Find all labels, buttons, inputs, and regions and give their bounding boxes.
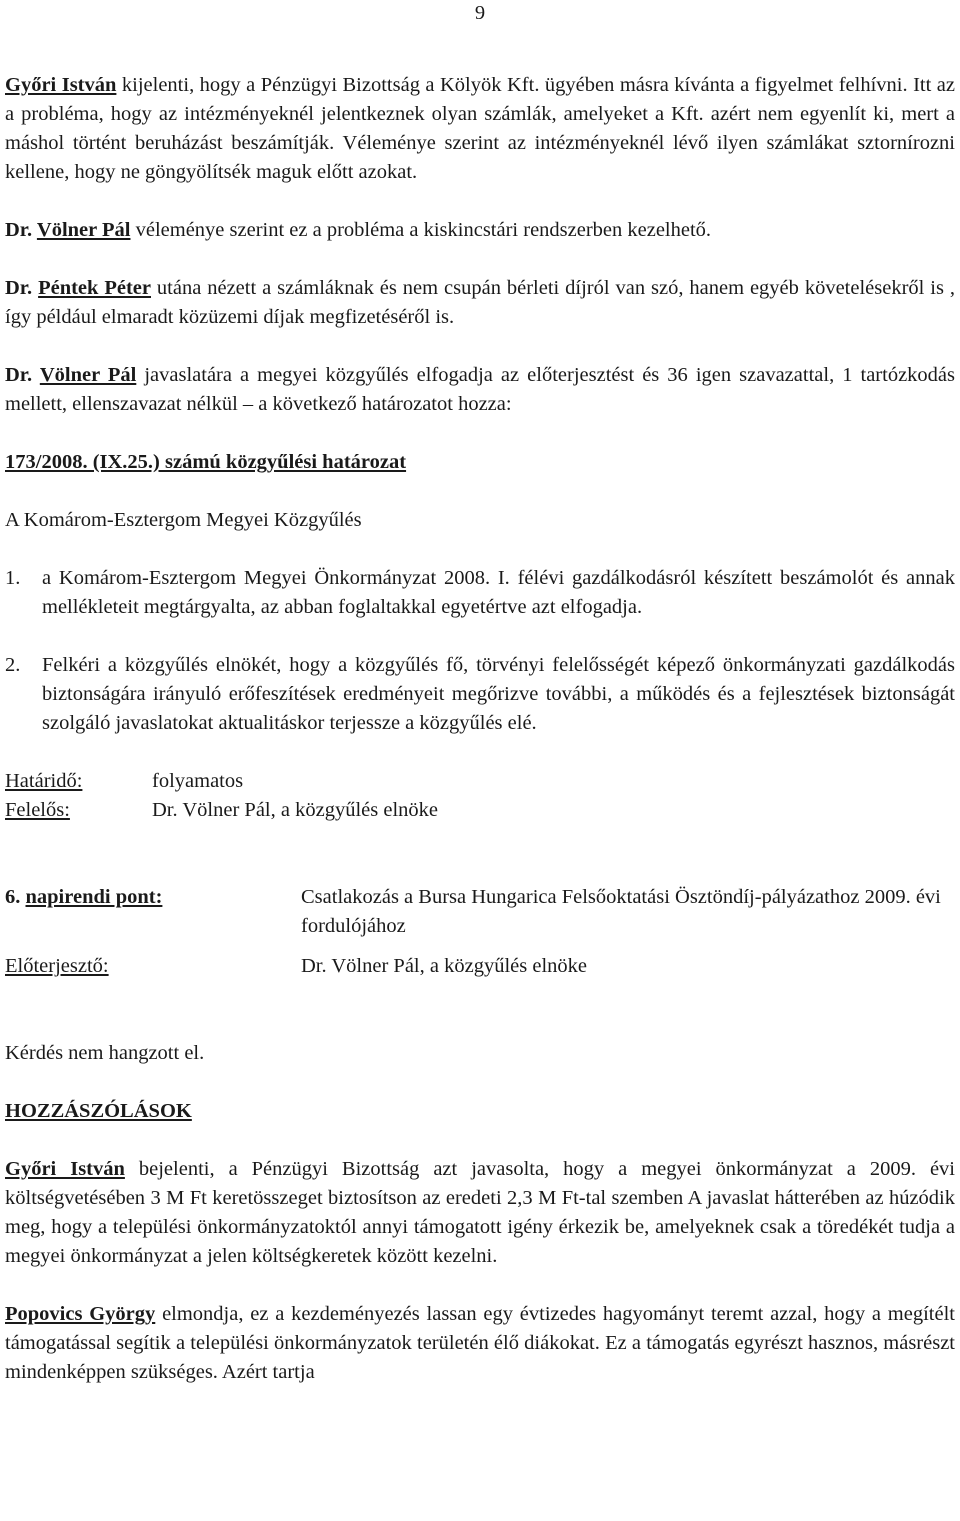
presenter-label: Előterjesztő: <box>5 955 109 977</box>
paragraph-gyori-2 <box>5 1155 955 1271</box>
resolution-item <box>5 651 955 738</box>
paragraph-text: kijelenti, hogy a Pénzügyi Bizottság a Kölyök Kft. ügyében másra kívánta a figyelmet felhívni. Itt az a probléma, hogy az intézményeknél jelentkeznek olyan számlák, amelyeket a Kft. azért nem egyenlít ki, mert a máshol történt beruházást beszámítják. Véleménye szerint az intézményeknél lévő ilyen számlákat sztornírozni kellene, hogy ne göngyölítsék maguk előtt azokat. <box>5 74 955 183</box>
item-text: a Komárom-Esztergom Megyei Önkormányzat 2008. I. félévi gazdálkodásról készített beszámolót és annak mellékleteit megtárgyalta, az abban foglaltakkal egyetértve azt elfogadja. <box>42 567 955 618</box>
agenda-number: 6. <box>5 886 26 908</box>
resolution-title: 173/2008. (IX.25.) számú közgyűlési határozat <box>5 451 407 473</box>
paragraph-pentek <box>5 274 955 332</box>
responsible-value: Dr. Völner Pál, a közgyűlés elnöke <box>152 799 438 821</box>
spacer <box>5 1010 955 1039</box>
speaker-name: Völner Pál <box>36 219 131 241</box>
paragraph-volner-2 <box>5 361 955 419</box>
paragraph-text: véleménye szerint ez a probléma a kiskincstári rendszerben kezelhető. <box>130 219 712 241</box>
paragraph-volner-1 <box>5 216 955 245</box>
speaker-name: Győri István <box>5 1158 125 1180</box>
speaker-name: Győri István <box>5 74 117 96</box>
no-question-text: Kérdés nem hangzott el. <box>5 1042 205 1064</box>
speaker-name: Popovics György <box>5 1303 156 1325</box>
deadline-label: Határidő: <box>5 770 83 792</box>
comments-heading: HOZZÁSZÓLÁSOK <box>5 1100 192 1122</box>
speaker-name: Péntek Péter <box>38 277 151 299</box>
document-body <box>5 71 955 1416</box>
paragraph-text: utána nézett a számláknak és nem csupán bérleti díjról van szó, hanem egyéb követelésekről is , így például elmaradt közüzemi díjak megfizetéséről is. <box>5 277 955 328</box>
spacer <box>5 825 955 854</box>
spacer <box>5 981 955 1010</box>
speaker-title: Dr. <box>5 277 39 299</box>
agenda-label-text: napirendi pont: <box>25 886 163 908</box>
speaker-title: Dr. <box>5 219 37 241</box>
paragraph-text: elmondja, ez a kezdeményezés lassan egy évtizedes hagyományt teremt azzal, hogy a megítélt támogatással segítik a települési önkormányzatok területén élő diákokat. Ez a támogatás egyrészt hasznos, másrészt mindenképpen szükséges. Azért tartja <box>5 1303 955 1383</box>
resolution-body: A Komárom-Esztergom Megyei Közgyűlés <box>5 509 362 531</box>
speaker-title: Dr. <box>5 364 40 386</box>
agenda-item <box>5 883 955 941</box>
responsible-row <box>5 796 955 825</box>
presenter-row <box>5 952 955 981</box>
deadline-value: folyamatos <box>152 770 244 792</box>
item-text: Felkéri a közgyűlés elnökét, hogy a közgyűlés fő, törvényi felelősségét képező önkormányzati gazdálkodás biztonságára irányuló erőfeszítések eredményeit megőrizve további, a működés és a fejlesztések biztonságát szolgáló javaslatokat aktualitáskor terjessze a közgyűlés elé. <box>42 654 955 734</box>
speaker-name: Völner Pál <box>39 364 137 386</box>
paragraph-text: javaslatára a megyei közgyűlés elfogadja az előterjesztést és 36 igen szavazattal, 1 tartózkodás mellett, ellenszavazat nélkül – a következő határozatot hozza: <box>5 364 955 415</box>
item-number: 2. <box>5 654 21 676</box>
paragraph-popovics <box>5 1300 955 1387</box>
paragraph-text: bejelenti, a Pénzügyi Bizottság azt javasolta, hogy a megyei önkormányzat a 2009. évi költségvetésében 3 M Ft keretösszeget biztosítson az eredeti 2,3 M Ft-tal szemben A javaslat hátterében az húzódik meg, hogy a települési önkormányzatoktól annyi támogatott igény érkezik be, amelyeknek csak a töredékét tudja a megyei önkormányzat a jelen költségkeretek között kezelni. <box>5 1158 955 1267</box>
agenda-label <box>5 883 301 941</box>
agenda-title: Csatlakozás a Bursa Hungarica Felsőoktatási Ösztöndíj-pályázathoz 2009. évi fordulójához <box>301 886 941 937</box>
item-number: 1. <box>5 567 21 589</box>
responsible-label: Felelős: <box>5 799 70 821</box>
deadline-row <box>5 767 955 796</box>
spacer <box>5 854 955 883</box>
spacer <box>5 941 955 952</box>
resolution-item <box>5 564 955 622</box>
presenter-value: Dr. Völner Pál, a közgyűlés elnöke <box>301 955 587 977</box>
paragraph-gyori-1 <box>5 71 955 187</box>
page-number: 9 <box>474 2 486 24</box>
